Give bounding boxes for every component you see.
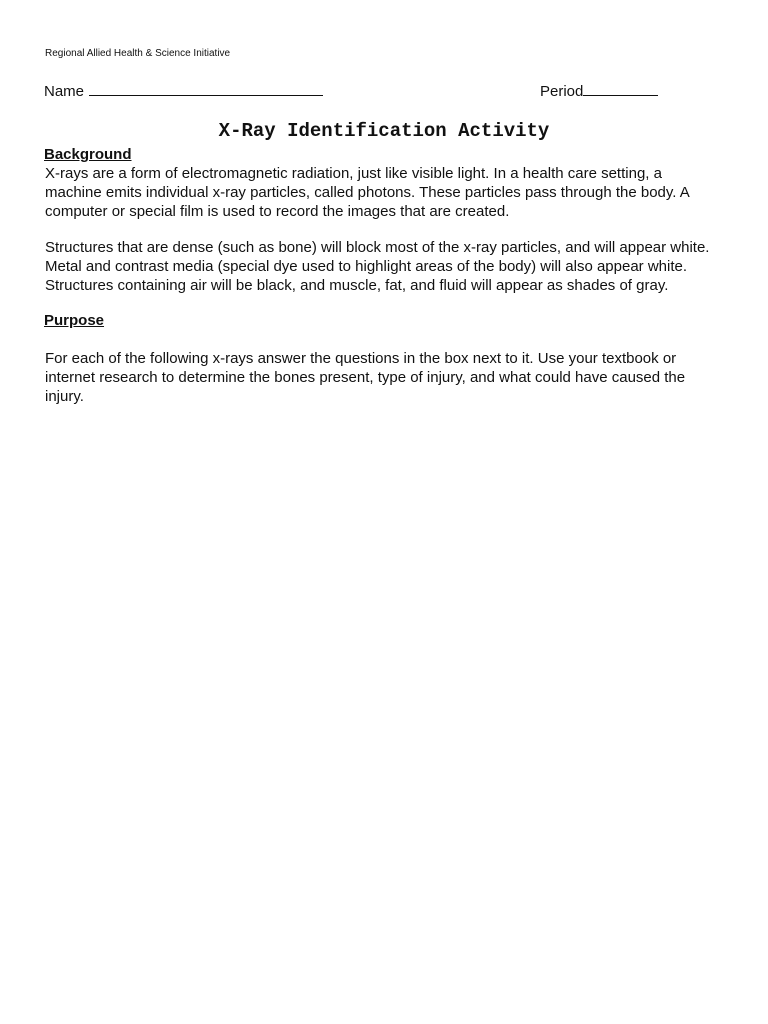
name-blank-line[interactable] — [89, 80, 323, 96]
purpose-paragraph — [45, 349, 735, 406]
name-field — [44, 80, 323, 101]
organization-header: Regional Allied Health & Science Initiative — [45, 48, 231, 59]
text-line: Structures that are dense (such as bone) will block most of the x-ray particles, and will appear white. — [45, 239, 710, 256]
period-field — [540, 80, 658, 101]
text-line: For each of the following x-rays answer the questions in the box next to it. Use your textbook or — [45, 350, 677, 367]
background-paragraph-2 — [45, 238, 735, 295]
text-line: Metal and contrast media (special dye used to highlight areas of the body) will also appear white. — [45, 258, 688, 275]
text-line: injury. — [45, 388, 84, 405]
text-line: machine emits individual x-ray particles, called photons. These particles pass through the body. A — [45, 184, 690, 201]
text-line: computer or special film is used to record the images that are created. — [45, 203, 510, 220]
text-line: internet research to determine the bones present, type of injury, and what could have caused the — [45, 369, 686, 386]
period-label: Period — [540, 83, 584, 100]
name-label: Name — [44, 83, 85, 100]
purpose-heading: Purpose — [44, 312, 105, 329]
period-blank-line[interactable] — [583, 80, 658, 96]
background-paragraph-1 — [45, 164, 735, 221]
page-title: X-Ray Identification Activity — [218, 120, 550, 142]
background-heading: Background — [44, 146, 132, 163]
text-line: X-rays are a form of electromagnetic radiation, just like visible light. In a health care setting, a — [45, 165, 662, 182]
text-line: Structures containing air will be black, and muscle, fat, and fluid will appear as shades of gray. — [45, 277, 669, 294]
